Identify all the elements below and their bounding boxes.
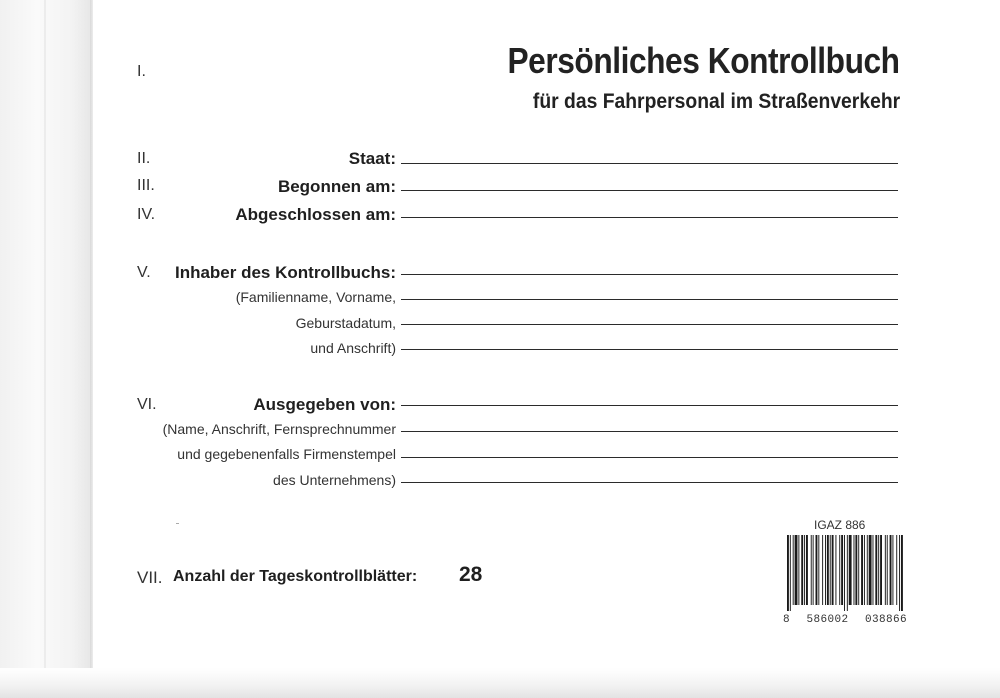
barcode-bar [835, 535, 836, 605]
barcode-bar [869, 535, 872, 605]
ausgegeben-field[interactable] [401, 405, 898, 406]
barcode-bar [858, 535, 859, 605]
staat-field[interactable] [401, 163, 898, 164]
barcode-bar [849, 535, 852, 605]
ausgegeben-label: Ausgegeben von: [253, 395, 396, 414]
barcode-bar [798, 535, 799, 605]
barcode-bar [830, 535, 831, 605]
barcode-bar [827, 535, 829, 605]
barcode-bar [832, 535, 834, 605]
staat-label: Staat: [348, 149, 396, 168]
barcode-icon [787, 535, 903, 611]
barcode-bar [822, 535, 823, 605]
ausgegeben-field-line-4[interactable] [401, 482, 898, 483]
barcode-bar [896, 535, 897, 605]
barcode-bar [890, 535, 892, 605]
barcode-bar [813, 535, 814, 605]
book-binding [0, 0, 92, 698]
inhaber-sublabel-3: und Anschrift) [310, 340, 396, 356]
barcode-bar [892, 535, 893, 605]
numeral-i: I. [137, 63, 146, 80]
binding-seam [44, 0, 46, 698]
barcode-bar [861, 535, 863, 605]
inhaber-label: Inhaber des Kontrollbuchs: [174, 263, 396, 282]
barcode-digit-group-1: 8 [783, 614, 791, 626]
inhaber-field-line-2[interactable] [401, 299, 898, 300]
numeral-vi: VI. [137, 396, 157, 413]
numeral-v: V. [137, 264, 151, 281]
ausgegeben-sublabel-1: (Name, Anschrift, Fernsprechnummer [162, 421, 396, 437]
document-subtitle: für das Fahrpersonal im Straßenverkehr [532, 90, 900, 113]
begonnen-label: Begonnen am: [277, 177, 396, 196]
page-bottom-shadow [0, 668, 1000, 698]
barcode-bar [854, 535, 855, 605]
inhaber-field-line-3[interactable] [401, 324, 898, 325]
barcode-bar [887, 535, 888, 605]
barcode-bar [901, 535, 903, 611]
barcode-bar [801, 535, 803, 605]
barcode-bar [795, 535, 798, 605]
barcode-digits [783, 614, 907, 626]
barcode-bar [811, 535, 812, 605]
barcode-digit-group-3: 038866 [864, 614, 907, 626]
inhaber-sublabel-2: Geburstadatum, [295, 315, 396, 331]
barcode-bar [839, 535, 840, 605]
inhaber-field-line-4[interactable] [401, 349, 898, 350]
barcode-bar [875, 535, 877, 605]
numeral-iii: III. [137, 177, 155, 194]
barcode-bar [844, 535, 845, 611]
barcode-bar [816, 535, 818, 605]
barcode-bar [885, 535, 886, 605]
ausgegeben-sublabel-2: und gegebenenfalls Firmenstempel [177, 446, 396, 462]
barcode-bar [787, 535, 789, 611]
barcode-bar [873, 535, 874, 605]
barcode-bar [790, 535, 791, 611]
barcode-bar [825, 535, 826, 605]
barcode-bar [899, 535, 900, 611]
abgeschlossen-field[interactable] [401, 217, 898, 218]
document-title: Persönliches Kontrollbuch [507, 40, 900, 81]
inhaber-field[interactable] [401, 274, 898, 275]
barcode-bar [804, 535, 805, 605]
anzahl-label: Anzahl der Tageskontrollblätter: [173, 568, 418, 585]
barcode-bar [855, 535, 857, 605]
begonnen-field[interactable] [401, 190, 898, 191]
barcode-bar [806, 535, 808, 605]
numeral-vii: VII. [137, 568, 163, 587]
barcode-digit-group-2: 586002 [806, 614, 849, 626]
barcode-bar [878, 535, 879, 605]
barcode-bar [847, 535, 848, 611]
anzahl-value: 28 [459, 563, 483, 586]
barcode-bar [880, 535, 882, 605]
numeral-iv: IV. [137, 206, 156, 223]
inhaber-sublabel-1: (Familienname, Vorname, [235, 289, 396, 305]
ausgegeben-sublabel-3: des Unternehmens) [273, 472, 396, 488]
barcode-bar [841, 535, 843, 605]
numeral-ii: II. [137, 150, 151, 167]
barcode-bar [818, 535, 819, 605]
barcode-bar [864, 535, 865, 605]
ausgegeben-field-line-2[interactable] [401, 431, 898, 432]
barcode-bar [867, 535, 868, 605]
barcode-bar [793, 535, 794, 605]
product-code: IGAZ 886 [814, 518, 866, 532]
paper-speck [176, 523, 179, 524]
ausgegeben-field-line-3[interactable] [401, 457, 898, 458]
abgeschlossen-label: Abgeschlossen am: [235, 205, 396, 224]
